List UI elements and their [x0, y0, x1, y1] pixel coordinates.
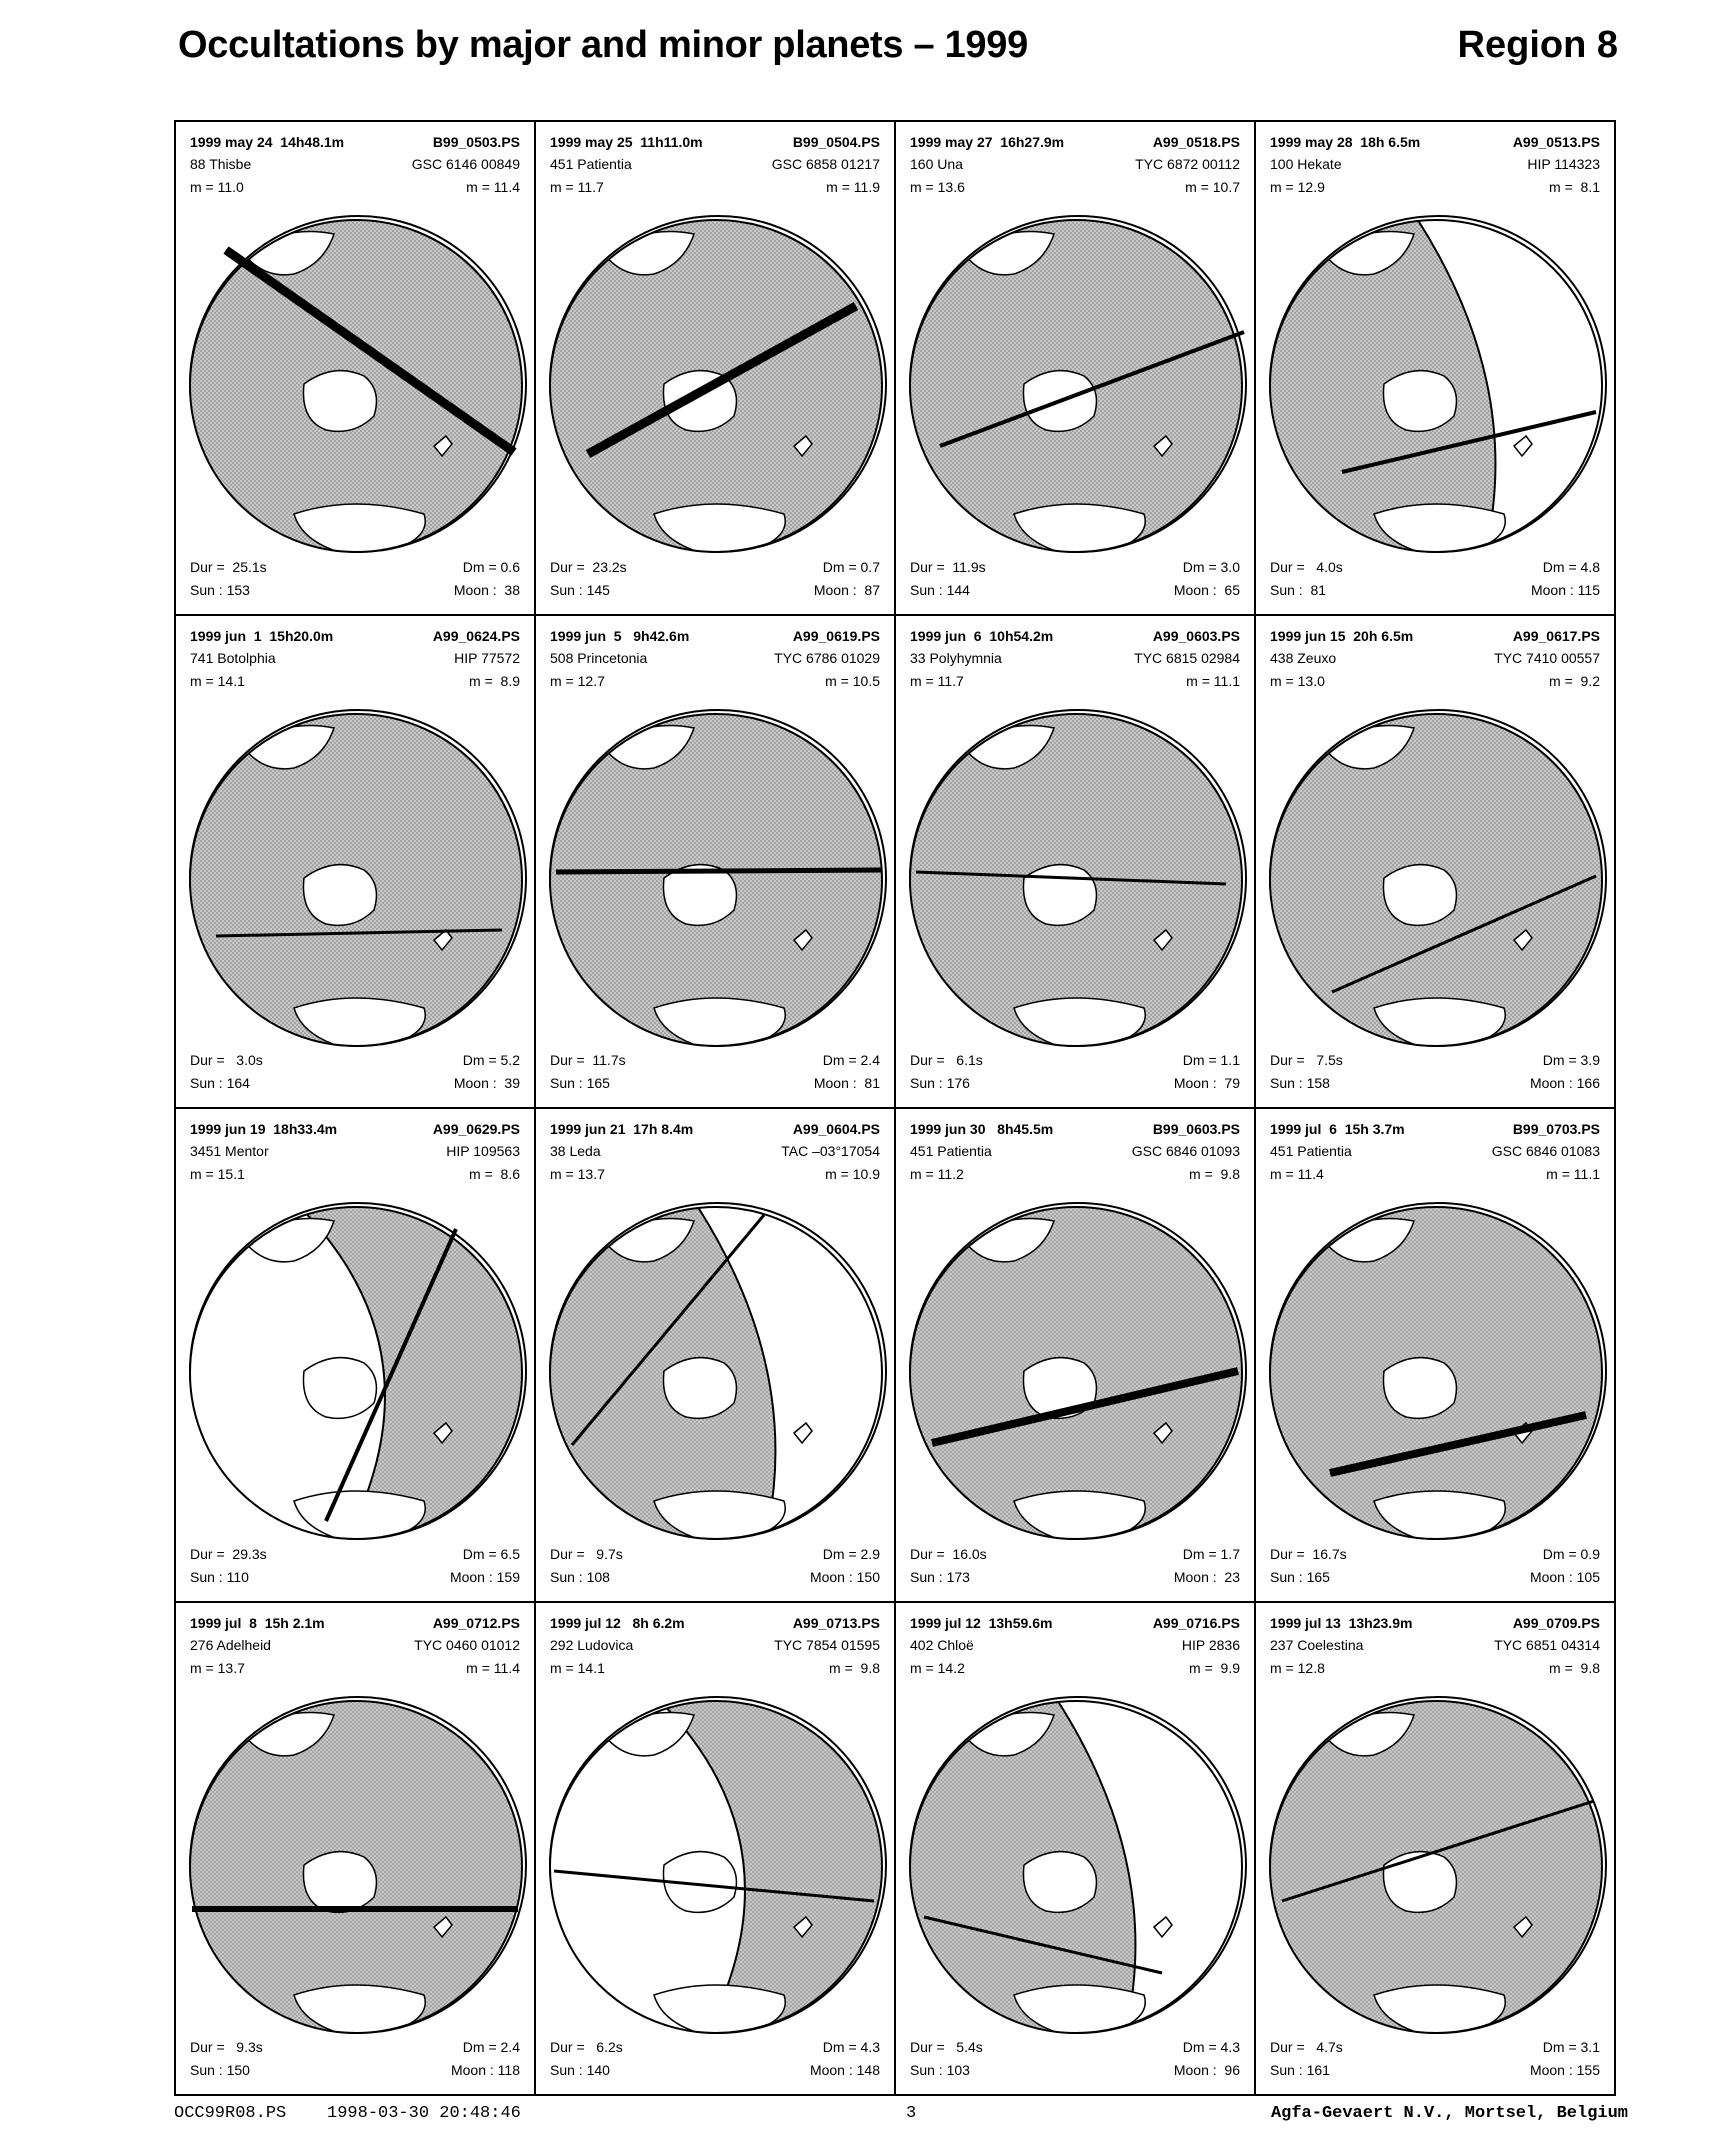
planet-name: 100 Hekate	[1270, 156, 1342, 172]
panel-row	[910, 1570, 1240, 1584]
panel-row	[550, 1122, 880, 1136]
sun-elongation: Sun : 173	[910, 1568, 970, 1585]
panel-row	[550, 180, 880, 194]
duration: Dur = 7.5s	[1270, 1052, 1343, 1068]
panel-row	[1270, 1661, 1600, 1675]
magnitude-drop: Dm = 5.2	[462, 1052, 520, 1068]
planet-name: 160 Una	[910, 156, 963, 172]
panel-row	[190, 1076, 520, 1090]
moon-elongation: Moon : 155	[1529, 2062, 1600, 2078]
panel-row	[910, 583, 1240, 597]
earth-globe-map	[544, 214, 888, 558]
duration: Dur = 16.7s	[1270, 1545, 1347, 1562]
moon-elongation: Moon : 38	[453, 581, 520, 598]
sun-elongation: Sun : 158	[1270, 1075, 1330, 1091]
magnitude-drop: Dm = 4.3	[822, 2039, 880, 2055]
panel-row	[910, 560, 1240, 574]
panel-row	[550, 1638, 880, 1652]
star-magnitude: m = 8.1	[1549, 179, 1600, 195]
earth-globe-map	[544, 1201, 888, 1545]
panel-row	[550, 1076, 880, 1090]
moon-elongation: Moon : 166	[1529, 1075, 1600, 1091]
earth-globe-map	[1264, 214, 1608, 558]
date: 1999 jun 21 17h 8.4m	[550, 1121, 694, 1137]
sun-elongation: Sun : 110	[190, 1568, 249, 1585]
panel-row	[550, 1053, 880, 1067]
star-id: GSC 6846 01083	[1491, 1143, 1600, 1159]
date: 1999 may 27 16h27.9m	[910, 134, 1065, 150]
magnitude-drop: Dm = 2.4	[462, 2039, 520, 2055]
star-id: HIP 2836	[1181, 1636, 1240, 1653]
panel-row	[550, 1167, 880, 1181]
panel-row	[190, 1167, 520, 1181]
panel-row	[190, 1053, 520, 1067]
planet-magnitude: m = 15.1	[190, 1166, 245, 1182]
star-magnitude: m = 8.9	[469, 672, 520, 689]
earth-globe-map	[904, 1201, 1248, 1545]
panel-row	[1270, 560, 1600, 574]
panel-row	[190, 583, 520, 597]
file-name: A99_0603.PS	[1152, 627, 1240, 644]
star-magnitude: m = 9.8	[1189, 1166, 1240, 1182]
earth-globe-map	[904, 214, 1248, 558]
duration: Dur = 3.0s	[190, 1052, 263, 1068]
planet-name: 451 Patientia	[910, 1143, 992, 1159]
planet-magnitude: m = 12.8	[1270, 1659, 1325, 1676]
sun-elongation: Sun : 150	[190, 2062, 250, 2078]
planet-magnitude: m = 11.2	[910, 1166, 964, 1182]
panel-row	[910, 135, 1240, 149]
magnitude-drop: Dm = 3.1	[1542, 2039, 1600, 2055]
panel-row	[910, 651, 1240, 665]
date: 1999 jun 15 20h 6.5m	[1270, 627, 1414, 644]
date: 1999 jun 1 15h20.0m	[190, 627, 334, 644]
planet-magnitude: m = 13.6	[910, 179, 965, 195]
planet-magnitude: m = 11.0	[190, 179, 244, 195]
panel-row	[1270, 1547, 1600, 1561]
panel-row	[190, 1144, 520, 1158]
file-name: B99_0503.PS	[432, 134, 520, 150]
magnitude-drop: Dm = 4.8	[1542, 558, 1600, 575]
star-id: HIP 109563	[446, 1143, 520, 1159]
star-magnitude: m = 9.8	[829, 1659, 880, 1676]
star-magnitude: m = 10.5	[825, 672, 880, 689]
date: 1999 jul 12 13h59.6m	[910, 1614, 1053, 1631]
planet-magnitude: m = 14.1	[550, 1659, 605, 1676]
file-name: A99_0617.PS	[1512, 627, 1600, 644]
planet-name: 3451 Mentor	[190, 1143, 269, 1159]
duration: Dur = 16.0s	[910, 1545, 987, 1562]
star-magnitude: m = 8.6	[469, 1166, 520, 1182]
panel-row	[190, 2063, 520, 2077]
duration: Dur = 9.3s	[190, 2039, 263, 2055]
planet-name: 402 Chloë	[910, 1636, 974, 1653]
earth-globe-map	[184, 214, 528, 558]
moon-elongation: Moon : 105	[1529, 1568, 1600, 1585]
magnitude-drop: Dm = 2.4	[822, 1052, 880, 1068]
panel-row	[910, 1638, 1240, 1652]
panel-row	[190, 1547, 520, 1561]
sun-elongation: Sun : 161	[1270, 2062, 1330, 2078]
star-magnitude: m = 10.7	[1185, 179, 1240, 195]
date: 1999 jul 13 13h23.9m	[1270, 1614, 1413, 1631]
panel-row	[1270, 1616, 1600, 1630]
shadow-path	[556, 870, 882, 872]
panel-row	[550, 2063, 880, 2077]
planet-magnitude: m = 13.7	[190, 1659, 245, 1676]
panel-row	[550, 583, 880, 597]
earth-globe-map	[544, 1695, 888, 2039]
panel-row	[1270, 180, 1600, 194]
file-name: A99_0513.PS	[1512, 134, 1600, 150]
sun-elongation: Sun : 165	[550, 1075, 610, 1091]
date: 1999 jul 12 8h 6.2m	[550, 1614, 685, 1631]
panel-row	[910, 180, 1240, 194]
panel-row	[1270, 135, 1600, 149]
occultation-panel	[536, 122, 896, 616]
panel-row	[550, 2040, 880, 2054]
occultation-panel	[176, 122, 536, 616]
panel-row	[190, 1122, 520, 1136]
panel-row	[190, 2040, 520, 2054]
duration: Dur = 25.1s	[190, 558, 267, 575]
duration: Dur = 11.7s	[550, 1052, 626, 1068]
magnitude-drop: Dm = 2.9	[822, 1545, 880, 1562]
duration: Dur = 5.4s	[910, 2039, 983, 2055]
occultation-panel	[1256, 616, 1616, 1110]
sun-elongation: Sun : 145	[550, 581, 610, 598]
earth-globe-map	[544, 708, 888, 1052]
file-name: A99_0716.PS	[1152, 1614, 1240, 1631]
panel-row	[550, 560, 880, 574]
file-name: B99_0603.PS	[1152, 1121, 1240, 1137]
footer-filename: OCC99R08.PS 1998-03-30 20:48:46	[174, 2104, 521, 2123]
panel-row	[550, 157, 880, 171]
planet-name: 276 Adelheid	[190, 1636, 271, 1653]
planet-name: 38 Leda	[550, 1143, 601, 1159]
planet-magnitude: m = 11.4	[1270, 1166, 1324, 1182]
file-name: A99_0518.PS	[1152, 134, 1240, 150]
date: 1999 jul 6 15h 3.7m	[1270, 1121, 1405, 1137]
panel-row	[550, 135, 880, 149]
sun-elongation: Sun : 165	[1270, 1568, 1330, 1585]
planet-name: 88 Thisbe	[190, 156, 252, 172]
moon-elongation: Moon : 118	[450, 2062, 520, 2078]
moon-elongation: Moon : 81	[813, 1075, 880, 1091]
magnitude-drop: Dm = 4.3	[1182, 2039, 1240, 2055]
date: 1999 may 25 11h11.0m	[550, 134, 703, 150]
star-id: TAC –03°17054	[781, 1143, 880, 1159]
moon-elongation: Moon : 39	[453, 1075, 520, 1091]
earth-globe-map	[1264, 708, 1608, 1052]
panel-row	[910, 1144, 1240, 1158]
date: 1999 jun 30 8h45.5m	[910, 1121, 1054, 1137]
planet-magnitude: m = 12.9	[1270, 179, 1325, 195]
planet-magnitude: m = 13.0	[1270, 672, 1325, 689]
star-id: GSC 6146 00849	[411, 156, 520, 172]
panel-row	[550, 1661, 880, 1675]
sun-elongation: Sun : 140	[550, 2062, 610, 2078]
panel-row	[190, 1570, 520, 1584]
panel-row	[190, 674, 520, 688]
panel-row	[910, 157, 1240, 171]
duration: Dur = 4.7s	[1270, 2039, 1343, 2055]
planet-magnitude: m = 11.7	[550, 179, 604, 195]
planet-name: 451 Patientia	[550, 156, 632, 172]
duration: Dur = 23.2s	[550, 558, 627, 575]
sun-elongation: Sun : 108	[550, 1568, 610, 1585]
earth-globe-map	[184, 1201, 528, 1545]
panel-row	[190, 1661, 520, 1675]
date: 1999 jun 5 9h42.6m	[550, 627, 690, 644]
moon-elongation: Moon : 150	[809, 1568, 880, 1585]
panel-row	[550, 1616, 880, 1630]
panel-row	[1270, 583, 1600, 597]
sun-elongation: Sun : 153	[190, 581, 250, 598]
date: 1999 jun 6 10h54.2m	[910, 627, 1054, 644]
star-magnitude: m = 9.9	[1189, 1659, 1240, 1676]
panel-row	[550, 1144, 880, 1158]
star-id: TYC 6872 00112	[1135, 156, 1240, 172]
file-name: B99_0504.PS	[792, 134, 880, 150]
panel-row	[190, 157, 520, 171]
page-title: Occultations by major and minor planets – 1999	[178, 24, 1028, 66]
moon-elongation: Moon : 65	[1173, 581, 1240, 598]
panel-row	[1270, 1122, 1600, 1136]
occultation-panel	[176, 1109, 536, 1603]
star-id: TYC 0460 01012	[414, 1636, 520, 1653]
star-magnitude: m = 11.4	[466, 1659, 520, 1676]
panel-row	[910, 1616, 1240, 1630]
panel-row	[190, 629, 520, 643]
panel-row	[550, 651, 880, 665]
moon-elongation: Moon : 87	[813, 581, 880, 598]
occultation-panel	[896, 1603, 1256, 2097]
magnitude-drop: Dm = 0.9	[1542, 1545, 1600, 1562]
star-magnitude: m = 11.1	[1546, 1166, 1600, 1182]
file-name: A99_0709.PS	[1512, 1614, 1600, 1631]
occultation-panel	[176, 1603, 536, 2097]
panel-row	[910, 1167, 1240, 1181]
sun-elongation: Sun : 103	[910, 2062, 970, 2078]
panel-row	[910, 1547, 1240, 1561]
panel-row	[1270, 2040, 1600, 2054]
moon-elongation: Moon : 79	[1173, 1075, 1240, 1091]
date: 1999 jun 19 18h33.4m	[190, 1121, 338, 1137]
earth-globe-map	[1264, 1695, 1608, 2039]
occultation-panel	[896, 1109, 1256, 1603]
occultation-panel	[536, 1603, 896, 2097]
file-name: A99_0604.PS	[792, 1121, 880, 1137]
panel-row	[910, 1076, 1240, 1090]
magnitude-drop: Dm = 1.7	[1182, 1545, 1240, 1562]
panel-row	[190, 180, 520, 194]
star-magnitude: m = 11.1	[1186, 672, 1240, 689]
star-id: TYC 7410 00557	[1494, 649, 1600, 666]
occultation-panel	[536, 1109, 896, 1603]
star-id: HIP 114323	[1527, 156, 1600, 172]
file-name: A99_0712.PS	[432, 1614, 520, 1631]
planet-magnitude: m = 14.2	[910, 1659, 965, 1676]
panel-row	[1270, 1053, 1600, 1067]
star-id: TYC 6851 04314	[1494, 1636, 1600, 1653]
star-magnitude: m = 9.2	[1549, 672, 1600, 689]
duration: Dur = 4.0s	[1270, 558, 1343, 575]
star-id: GSC 6858 01217	[771, 156, 880, 172]
earth-globe-map	[904, 1695, 1248, 2039]
planet-magnitude: m = 11.7	[910, 672, 964, 689]
planet-magnitude: m = 12.7	[550, 672, 605, 689]
planet-magnitude: m = 14.1	[190, 672, 245, 689]
panel-row	[1270, 1638, 1600, 1652]
panel-row	[1270, 1076, 1600, 1090]
panel-row	[1270, 1144, 1600, 1158]
panel-row	[910, 2040, 1240, 2054]
star-id: HIP 77572	[454, 649, 520, 666]
moon-elongation: Moon : 115	[1530, 581, 1600, 598]
planet-name: 741 Botolphia	[190, 649, 276, 666]
duration: Dur = 6.1s	[910, 1052, 983, 1068]
duration: Dur = 11.9s	[910, 558, 986, 575]
sun-elongation: Sun : 144	[910, 581, 970, 598]
magnitude-drop: Dm = 1.1	[1182, 1052, 1240, 1068]
occultation-panel	[1256, 1109, 1616, 1603]
earth-globe-map	[904, 708, 1248, 1052]
panel-row	[910, 1122, 1240, 1136]
panel-row	[550, 1547, 880, 1561]
occultation-panel	[536, 616, 896, 1110]
panel-row	[1270, 2063, 1600, 2077]
panel-row	[1270, 1167, 1600, 1181]
planet-name: 292 Ludovica	[550, 1636, 634, 1653]
magnitude-drop: Dm = 0.7	[822, 558, 880, 575]
star-id: TYC 6786 01029	[774, 649, 880, 666]
file-name: A99_0624.PS	[432, 627, 520, 644]
sun-elongation: Sun : 176	[910, 1075, 970, 1091]
star-magnitude: m = 11.4	[466, 179, 520, 195]
date: 1999 jul 8 15h 2.1m	[190, 1614, 325, 1631]
file-name: A99_0619.PS	[792, 627, 880, 644]
planet-name: 451 Patientia	[1270, 1143, 1352, 1159]
panel-row	[1270, 1570, 1600, 1584]
planet-name: 508 Princetonia	[550, 649, 648, 666]
panel-row	[1270, 157, 1600, 171]
duration: Dur = 29.3s	[190, 1545, 267, 1562]
magnitude-drop: Dm = 3.9	[1542, 1052, 1600, 1068]
planet-magnitude: m = 13.7	[550, 1166, 605, 1182]
date: 1999 may 28 18h 6.5m	[1270, 134, 1421, 150]
magnitude-drop: Dm = 3.0	[1182, 558, 1240, 575]
file-name: A99_0713.PS	[792, 1614, 880, 1631]
star-magnitude: m = 11.9	[826, 179, 880, 195]
duration: Dur = 6.2s	[550, 2039, 623, 2055]
planet-name: 33 Polyhymnia	[910, 649, 1002, 666]
occultation-panel	[1256, 1603, 1616, 2097]
earth-globe-map	[184, 708, 528, 1052]
occultation-panel	[1256, 122, 1616, 616]
star-magnitude: m = 9.8	[1549, 1659, 1600, 1676]
panel-row	[190, 651, 520, 665]
earth-globe-map	[184, 1695, 528, 2039]
panel-row	[190, 135, 520, 149]
panel-row	[550, 1570, 880, 1584]
moon-elongation: Moon : 23	[1173, 1568, 1240, 1585]
panel-row	[1270, 651, 1600, 665]
panel-row	[550, 629, 880, 643]
panel-row	[1270, 629, 1600, 643]
sun-elongation: Sun : 81	[1270, 581, 1327, 598]
region-label: Region 8	[1457, 24, 1618, 66]
panel-row	[190, 560, 520, 574]
panel-row	[910, 674, 1240, 688]
panel-row	[550, 674, 880, 688]
occultation-panel	[896, 616, 1256, 1110]
page-number: 3	[906, 2104, 917, 2123]
star-id: TYC 7854 01595	[774, 1636, 880, 1653]
sun-elongation: Sun : 164	[190, 1075, 250, 1091]
moon-elongation: Moon : 148	[809, 2062, 880, 2078]
panel-row	[910, 2063, 1240, 2077]
planet-name: 438 Zeuxo	[1270, 649, 1337, 666]
panel-row	[190, 1616, 520, 1630]
occultation-panel	[176, 616, 536, 1110]
star-id: TYC 6815 02984	[1134, 649, 1240, 666]
occultation-grid	[174, 120, 1616, 2096]
footer-publisher: Agfa-Gevaert N.V., Mortsel, Belgium	[1270, 2104, 1628, 2123]
file-name: A99_0629.PS	[432, 1121, 520, 1137]
planet-name: 237 Coelestina	[1270, 1636, 1364, 1653]
moon-elongation: Moon : 96	[1173, 2062, 1240, 2078]
panel-row	[1270, 674, 1600, 688]
duration: Dur = 9.7s	[550, 1545, 623, 1562]
magnitude-drop: Dm = 6.5	[462, 1545, 520, 1562]
star-magnitude: m = 10.9	[825, 1166, 880, 1182]
date: 1999 may 24 14h48.1m	[190, 134, 345, 150]
file-name: B99_0703.PS	[1512, 1121, 1600, 1137]
panel-row	[910, 1661, 1240, 1675]
moon-elongation: Moon : 159	[449, 1568, 520, 1585]
panel-row	[910, 629, 1240, 643]
magnitude-drop: Dm = 0.6	[462, 558, 520, 575]
occultation-panel	[896, 122, 1256, 616]
panel-row	[190, 1638, 520, 1652]
earth-globe-map	[1264, 1201, 1608, 1545]
star-id: GSC 6846 01093	[1131, 1143, 1240, 1159]
panel-row	[910, 1053, 1240, 1067]
